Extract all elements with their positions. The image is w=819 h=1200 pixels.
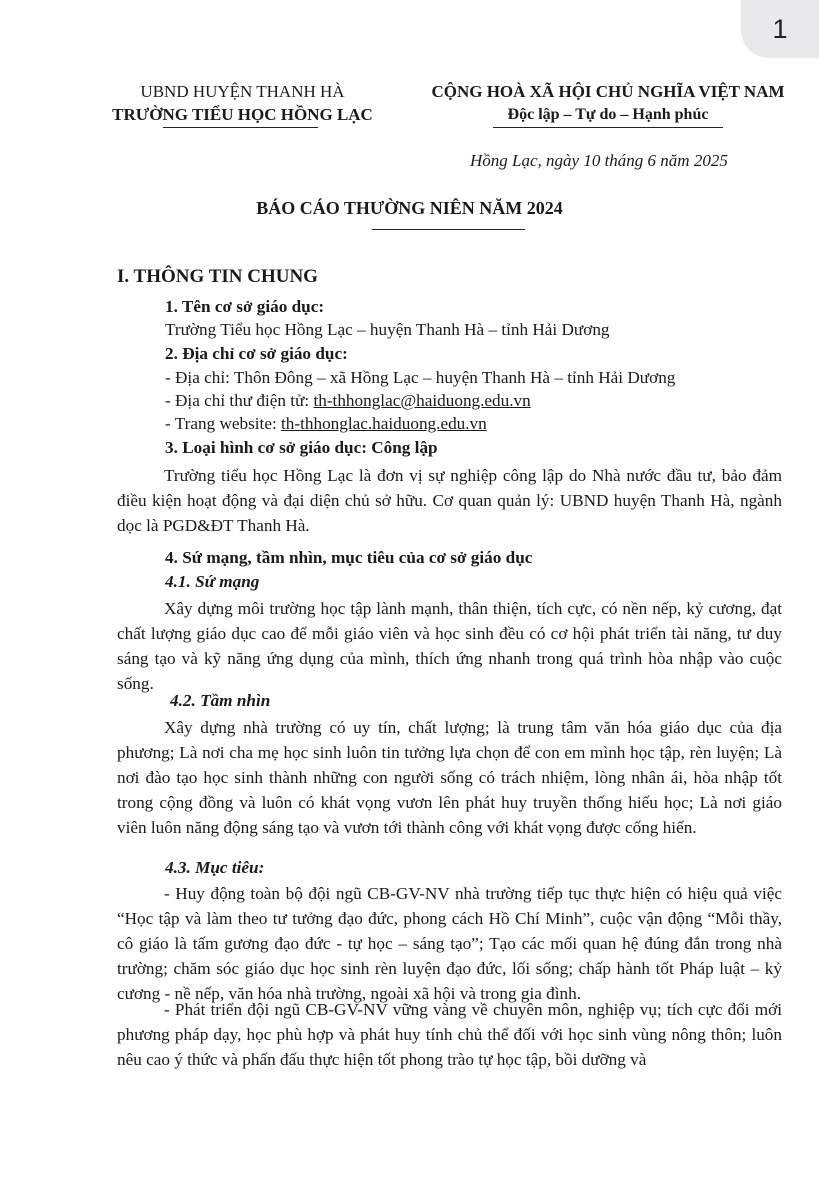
s41-paragraph: Xây dựng môi trường học tập lành mạnh, thân thiện, tích cực, có nền nếp, kỷ cương, đạt chất lượng giáo dục cao để mỗi giáo viên và học sinh đều có cơ hội phát triển tài năng, tư duy sáng tạo và kỹ năng ứng dụng của mình, thích ứng nhanh trong quá trình hòa nhập vào cuộc sống. — [117, 599, 782, 693]
header-left-line2: TRƯỜNG TIỂU HỌC HỒNG LẠC — [112, 105, 373, 124]
header-right-line2: Độc lập – Tự do – Hạnh phúc — [507, 106, 709, 123]
header-right-line1: CỘNG HOÀ XÃ HỘI CHỦ NGHĨA VIỆT NAM — [431, 82, 785, 101]
report-title: BÁO CÁO THƯỜNG NIÊN NĂM 2024 — [256, 198, 563, 218]
header-left — [100, 80, 385, 126]
email-link[interactable]: th-thhonglac@haiduong.edu.vn — [313, 391, 531, 410]
s43-heading: 4.3. Mục tiêu: — [165, 858, 265, 877]
s3-paragraph: Trường tiểu học Hồng Lạc là đơn vị sự nghiệp công lập do Nhà nước đầu tư, bảo đảm điều kiện hoạt động và đại diện chủ sở hữu. Cơ quan quản lý: UBND huyện Thanh Hà, ngành dọc là PGD&ĐT Thanh Hà. — [117, 466, 782, 535]
s43-paragraph-2: - Phát triển đội ngũ CB-GV-NV vững vàng về chuyên môn, nghiệp vụ; tích cực đổi mới phương pháp dạy, học phù hợp và phát huy tính chủ thể đối với học sinh vùng nông thôn; luôn nêu cao ý thức và phấn đấu thực hiện tốt phong trào tự học tập, bồi dưỡng và — [117, 1000, 782, 1069]
s1-heading: 1. Tên cơ sở giáo dục: — [165, 297, 325, 316]
s2-web-label: - Trang website: — [165, 414, 282, 433]
s2-heading: 2. Địa chỉ cơ sở giáo dục: — [165, 344, 348, 363]
website-link[interactable]: th-thhonglac.haiduong.edu.vn — [281, 414, 487, 433]
section-heading: I. THÔNG TIN CHUNG — [117, 266, 318, 287]
s41-heading: 4.1. Sứ mạng — [165, 572, 260, 591]
date-line: Hồng Lạc, ngày 10 tháng 6 năm 2025 — [470, 151, 728, 170]
s2-email-label: - Địa chỉ thư điện tử: — [165, 391, 314, 410]
s3-heading: 3. Loại hình cơ sở giáo dục: Công lập — [165, 438, 438, 457]
s2-web-line — [165, 412, 487, 436]
s43-paragraph-1: - Huy động toàn bộ đội ngũ CB-GV-NV nhà trường tiếp tục thực hiện có hiệu quả việc “Học tập và làm theo tư tưởng đạo đức, phong cách Hồ Chí Minh”, cuộc vận động “Mỗi thầy, cô giáo là tấm gương đạo đức - tự học – sáng tạo”; Tạo các mối quan hệ đúng đắn trong nhà trường; chăm sóc giáo dục học sinh rèn luyện đạo đức, lối sống; chấp hành tốt Pháp luật – kỷ cương - nề nếp, văn hóa nhà trường, ngoài xã hội và trong gia đình. — [117, 884, 782, 1003]
s2-email-line — [165, 389, 531, 413]
header-left-underline — [163, 127, 318, 128]
s42-heading: 4.2. Tầm nhìn — [170, 691, 271, 710]
title-underline — [372, 229, 525, 230]
header-right-underline — [493, 127, 723, 128]
s1-text: Trường Tiểu học Hồng Lạc – huyện Thanh Hà – tỉnh Hải Dương — [165, 320, 610, 339]
page-number-badge: 1 — [741, 0, 819, 58]
s4-heading: 4. Sứ mạng, tầm nhìn, mục tiêu của cơ sở giáo dục — [165, 548, 533, 567]
s2-address: - Địa chỉ: Thôn Đông – xã Hồng Lạc – huyện Thanh Hà – tỉnh Hải Dương — [165, 368, 676, 387]
header-right — [418, 80, 798, 126]
s42-paragraph: Xây dựng nhà trường có uy tín, chất lượng; là trung tâm văn hóa giáo dục của địa phương; Là nơi cha mẹ học sinh luôn tin tưởng lựa chọn để con em mình học tập, rèn luyện; Là nơi đào tạo học sinh thành những con người sống có trách nhiệm, lòng nhân ái, hòa nhập tốt trong cộng đồng và luôn có khát vọng vươn lên phát huy truyền thống hiếu học; Là nơi giáo viên luôn năng động sáng tạo và vươn tới thành công với khát vọng được cống hiến. — [117, 718, 782, 837]
header-left-line1: UBND HUYỆN THANH HÀ — [140, 82, 345, 101]
